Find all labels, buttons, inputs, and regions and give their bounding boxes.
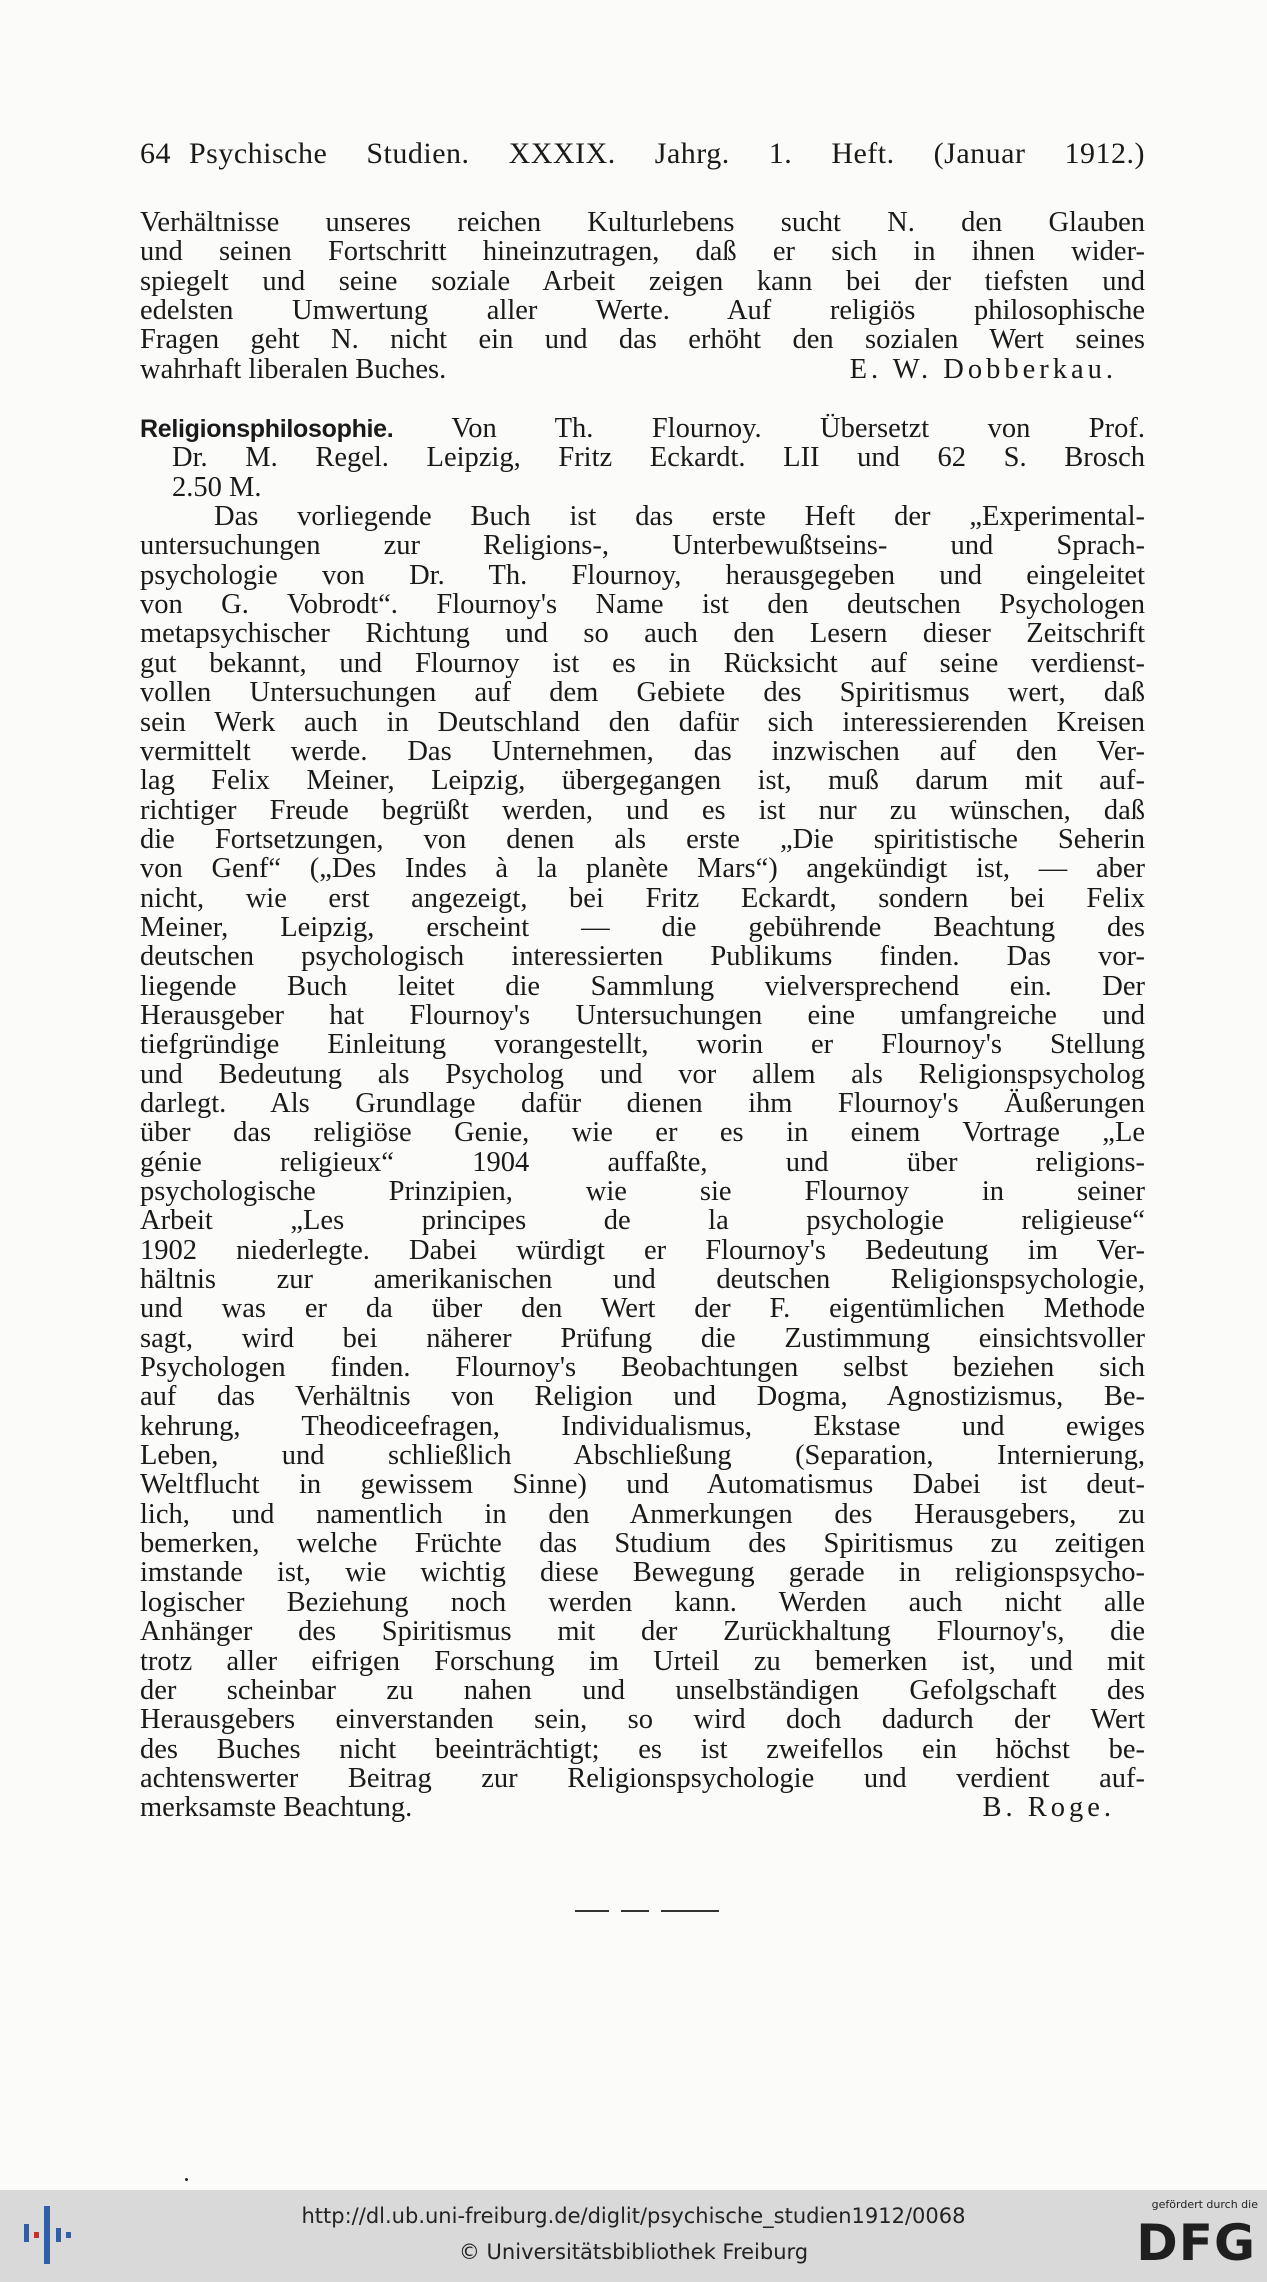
review2-biblio-line: Dr. M. Regel. Leipzig, Fritz Eckardt. LII und 62 S. Brosch (172, 442, 1145, 474)
review2-biblio-line: 2.50 M. (172, 471, 262, 503)
review2-line: über das religiöse Genie, wie er es in einem Vortrage „Le (140, 1117, 1145, 1149)
review2-line: logischer Beziehung noch werden kann. Werden auch nicht alle (140, 1586, 1145, 1618)
review1-line: edelsten Umwertung aller Werte. Auf religiös philosophische (140, 295, 1145, 327)
review2-heading: Religionsphilosophie. (140, 415, 394, 444)
dfg-funding-logo (1118, 2198, 1258, 2278)
review2-line: Anhänger des Spiritismus mit der Zurückhaltung Flournoy's, die (140, 1616, 1145, 1648)
review2-line: psychologische Prinzipien, wie sie Flournoy in seiner (140, 1176, 1145, 1207)
review2-line: metapsychischer Richtung und so auch den Lesern dieser Zeitschrift (140, 618, 1145, 650)
review2-line: richtiger Freude begrüßt werden, und es ist nur zu wünschen, daß (140, 794, 1145, 826)
review2-line: génie religieux“ 1904 auffaßte, und über religions- (140, 1146, 1145, 1178)
review2-line: von Genf“ („Des Indes à la planète Mars“) angekündigt ist, — aber (140, 853, 1145, 885)
review2-line: liegende Buch leitet die Sammlung vielversprechend ein. Der (140, 970, 1145, 1002)
review2-line: hältnis zur amerikanischen und deutschen Religionspsychologie, (140, 1264, 1145, 1296)
review2-line: von G. Vobrodt“. Flournoy's Name ist den deutschen Psychologen (140, 589, 1145, 621)
scan-speck (185, 2178, 188, 2181)
review2-heading-line (140, 414, 1145, 443)
page-number: 64 (140, 137, 171, 170)
page-body (140, 208, 1145, 1823)
review1-line: Fragen geht N. nicht ein und das erhöht den sozialen Wert seines (140, 324, 1145, 356)
review2-line: vollen Untersuchungen auf dem Gebiete des Spiritismus wert, daß (140, 677, 1145, 709)
review2-line: lag Felix Meiner, Leipzig, übergegangen ist, muß darum mit auf- (140, 765, 1145, 797)
review2-line: Weltflucht in gewissem Sinne) und Automatismus Dabei ist deut- (140, 1469, 1145, 1501)
review2-line: imstande ist, wie wichtig diese Bewegung gerade in religionspsycho- (140, 1557, 1145, 1589)
review1-signature: E. W. Dobberkau. (849, 353, 1117, 385)
review2-line: und was er da über den Wert der F. eigentümlichen Methode (140, 1293, 1145, 1325)
review2-line: und Bedeutung als Psycholog und vor allem als Religionspsycholog (140, 1058, 1145, 1090)
review2-line: darlegt. Als Grundlage dafür dienen ihm Flournoy's Äußerungen (140, 1087, 1145, 1119)
source-url[interactable]: http://dl.ub.uni-freiburg.de/diglit/psychische_studien1912/0068 (301, 2204, 966, 2228)
review2-line: deutschen psychologisch interessierten Publikums finden. Das vor- (140, 941, 1145, 973)
review2-line: bemerken, welche Früchte das Studium des Spiritismus zu zeitigen (140, 1528, 1145, 1560)
review2-heading-rest: Von Th. Flournoy. Übersetzt von Prof. (451, 413, 1145, 445)
review2-line: Meiner, Leipzig, erscheint — die gebührende Beachtung des (140, 911, 1145, 943)
review2-line: lich, und namentlich in den Anmerkungen des Herausgebers, zu (140, 1498, 1145, 1530)
review2-line: Das vorliegende Buch ist das erste Heft der „Experimental- (214, 501, 1145, 533)
review2-line: Herausgebers einverstanden sein, so wird doch dadurch der Wert (140, 1704, 1145, 1736)
review2-line: gut bekannt, und Flournoy ist es in Rücksicht auf seine verdienst- (140, 647, 1145, 679)
review2-line: 1902 niederlegte. Dabei würdigt er Flournoy's Bedeutung im Ver- (140, 1234, 1145, 1266)
viewer-footer (0, 2190, 1267, 2282)
review2-line: untersuchungen zur Religions-, Unterbewußtseins- und Sprach- (140, 530, 1145, 562)
review2-last-line (140, 1793, 1145, 1822)
dfg-caption: gefördert durch die (1151, 2198, 1258, 2211)
review2-line: der scheinbar zu nahen und unselbständigen Gefolgschaft des (140, 1674, 1145, 1706)
review1-line: Verhältnisse unseres reichen Kulturlebens sucht N. den Glauben (140, 207, 1145, 238)
review2-line: psychologie von Dr. Th. Flournoy, herausgegeben und eingeleitet (140, 559, 1145, 591)
review2-line: Arbeit „Les principes de la psychologie religieuse“ (140, 1205, 1145, 1237)
review2-closing-text: merksamste Beachtung. (140, 1792, 413, 1824)
review1-line: spiegelt und seine soziale Arbeit zeigen kann bei der tiefsten und (140, 265, 1145, 297)
review2-line: Leben, und schließlich Abschließung (Separation, Internierung, (140, 1440, 1145, 1472)
review2-line: auf das Verhältnis von Religion und Dogma, Agnostizismus, Be- (140, 1381, 1145, 1413)
dfg-logo-text: DFG (1136, 2214, 1256, 2272)
running-head (140, 137, 1145, 171)
review2-line: kehrung, Theodiceefragen, Individualismus, Ekstase und ewiges (140, 1410, 1145, 1442)
running-head-title: Psychische Studien. XXXIX. Jahrg. 1. Heft. (Januar 1912.) (189, 137, 1145, 170)
review2-line: des Buches nicht beeinträchtigt; es ist zweifellos ein höchst be- (140, 1733, 1145, 1765)
review2-line: trotz aller eifrigen Forschung im Urteil zu bemerken ist, und mit (140, 1645, 1145, 1677)
review1-closing-text: wahrhaft liberalen Buches. (140, 353, 447, 385)
review1-line: und seinen Fortschritt hineinzutragen, daß er sich in ihnen wider- (140, 236, 1145, 268)
review1-last-line (140, 355, 1145, 384)
review2-line: vermittelt werde. Das Unternehmen, das inzwischen auf den Ver- (140, 735, 1145, 767)
copyright-notice: © Universitätsbibliothek Freiburg (458, 2240, 809, 2264)
section-divider (575, 1910, 720, 1912)
review2-line: Psychologen finden. Flournoy's Beobachtungen selbst beziehen sich (140, 1352, 1145, 1384)
review2-signature: B. Roge. (982, 1792, 1115, 1824)
review2-line: achtenswerter Beitrag zur Religionspsychologie und verdient auf- (140, 1762, 1145, 1794)
review2-line: nicht, wie erst angezeigt, bei Fritz Eckardt, sondern bei Felix (140, 882, 1145, 914)
review2-line: sagt, wird bei näherer Prüfung die Zustimmung einsichtsvoller (140, 1322, 1145, 1354)
review2-line: tiefgründige Einleitung vorangestellt, worin er Flournoy's Stellung (140, 1029, 1145, 1061)
review2-line: Herausgeber hat Flournoy's Untersuchungen eine umfangreiche und (140, 999, 1145, 1031)
review2-line: sein Werk auch in Deutschland den dafür sich interessierenden Kreisen (140, 706, 1145, 738)
review2-line: die Fortsetzungen, von denen als erste „Die spiritistische Seherin (140, 823, 1145, 855)
